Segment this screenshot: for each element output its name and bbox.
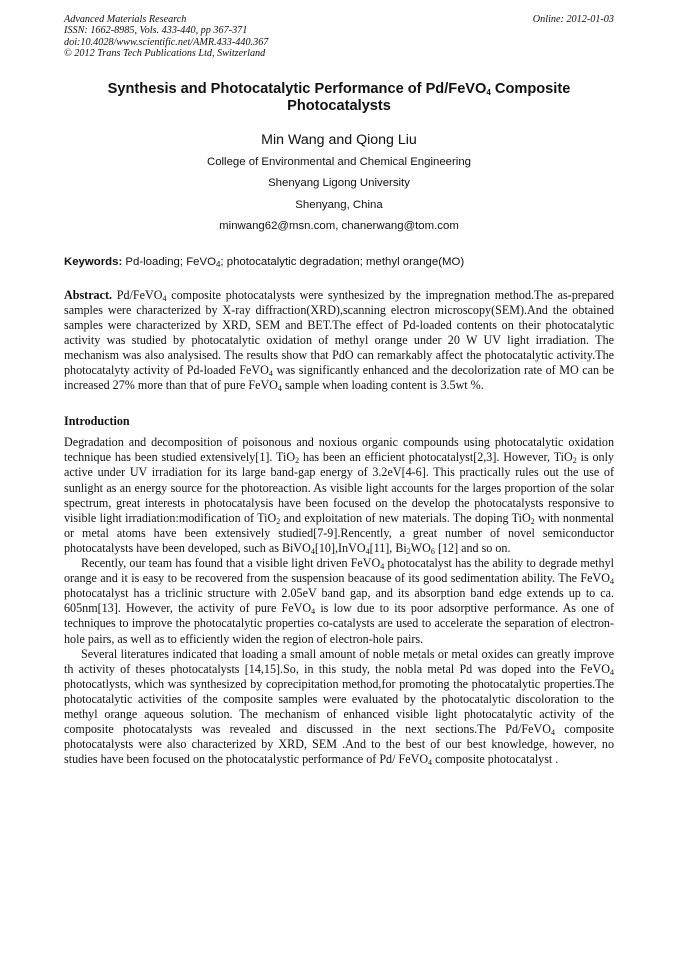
paper-title: Synthesis and Photocatalytic Performance of Pd/FeVO$_4$ Composite Photocatalysts bbox=[107, 80, 571, 115]
intro-paragraph-2: Recently, our team has found that a visible light driven FeVO$_4$ photocatalyst has the ability to degrade methyl orange and it is easy to be recovered from the suspension beacause of its good sedimentation ability. The FeVO$_4$ photocatalyst has a triclinic structure with 2.05eV band gap, and its absorption band edge extends up to ca. 605nm[13]. However, the activity of pure FeVO$_4$ is low due to its poor adsorptive performance. As one of techniques to improve the photocatalytic properties co-catalysts are used to accelerate the separation of electron-hole pairs, as well as to efficiently widen the region of electron-hole pairs. bbox=[64, 556, 615, 646]
abstract-text: Pd/FeVO$_4$ composite photocatalysts were synthesized by the impregnation method.The as-prepared samples were characterized by X-ray diffraction(XRD),scanning electron microscopy(SEM).And the obtained samples were characterized by XRD, SEM and BET.The effect of Pd-loaded contents on their photocatalytic activity was studied by photocatalytic oxidation of methyl orange under 20 W UV light irradiation. The mechanism was also analysised. The results show that PdO can remarkably affect the photocatalytic activity.The photocatalyty activity of Pd-loaded FeVO$_4$ was significantly enhanced and the decolorization rate of MO can be increased 27% more than that of pure FeVO$_4$ sample when loading content is 3.5wt %. bbox=[64, 287, 615, 394]
journal-name: Advanced Materials Research bbox=[64, 14, 187, 25]
affiliation-block bbox=[64, 152, 614, 238]
affiliation-university: Shenyang Ligong University bbox=[268, 177, 410, 190]
keywords-line bbox=[64, 256, 614, 268]
copyright-line: © 2012 Trans Tech Publications Ltd, Switzerland bbox=[64, 48, 266, 60]
paper-page bbox=[64, 14, 614, 767]
intro-paragraph-1: Degradation and decomposition of poisonous and noxious organic compounds using photocatalytic oxidation technique has been studied extensively[1]. TiO$_2$ has been an efficient photocatalyst[2,3]. However, TiO$_2$ is only active under UV irradiation for its large band-gap energy of 3.2eV[4-6]. This practically rules out the use of sunlight as an energy source for the photoreaction. As visible light accounts for the larges proportion of the solar spectrum, great interests in photocatalysis have been focused on the develop the photocatalysts responsive to visible light irradiation:modification of TiO$_2$ and exploitation of new materials. The doping TiO$_2$ with nonmental or metal atoms have been extensively studied[7-9].Rencently, a great number of novel semiconductor photocatalysts have been developed, such as BiVO$_4$[10],InVO$_4$[11], $Bi_2WO_6$ [12] and so on. bbox=[64, 435, 614, 556]
keywords-label: Keywords: bbox=[64, 255, 123, 268]
intro-paragraph-3: Several literatures indicated that loading a small amount of noble metals or metal oxides can greatly improve th activity of theses photocatalysts [14,15].So, in this study, the nobla metal Pd was doped into the FeVO$_4$ photocatlysts, which was synthesized by coprecipitation method,for promoting the photocatalytic properties.The photocatalytic activities of the composite samples were evaluated by the photocatalytic discoloration to the methyl orange aqueous solution. The mechanism of enhanced visible light photocatalytic activity of the composite photocatalysts was revealed and discussed in the next sections.The Pd/FeVO$_4$ composite photocatalysts were also characterized by XRD, SEM .And to the best of our best knowledge, however, no studies have been focused on the photocatalystic performance of Pd/ FeVO$_4$ composite photocatalyst . bbox=[64, 646, 614, 768]
author-emails: minwang62@msn.com, chanerwang@tom.com bbox=[219, 220, 459, 233]
abstract-label: Abstract. bbox=[64, 287, 113, 302]
journal-header bbox=[64, 14, 614, 60]
doi-line: doi:10.4028/www.scientific.net/AMR.433-440.367 bbox=[64, 36, 269, 48]
affiliation-city: Shenyang, China bbox=[295, 198, 383, 211]
online-date: Online: 2012-01-03 bbox=[532, 14, 614, 25]
issn-line: ISSN: 1662-8985, Vols. 433-440, pp 367-371 bbox=[64, 25, 248, 37]
paper-authors: Min Wang and Qiong Liu bbox=[261, 131, 417, 148]
keywords-text: Pd-loading; FeVO$_4$; photocatalytic degradation; methyl orange(MO) bbox=[122, 255, 465, 269]
affiliation-college: College of Environmental and Chemical Engineering bbox=[206, 155, 472, 168]
introduction-heading: Introduction bbox=[64, 414, 130, 429]
abstract bbox=[64, 288, 614, 394]
